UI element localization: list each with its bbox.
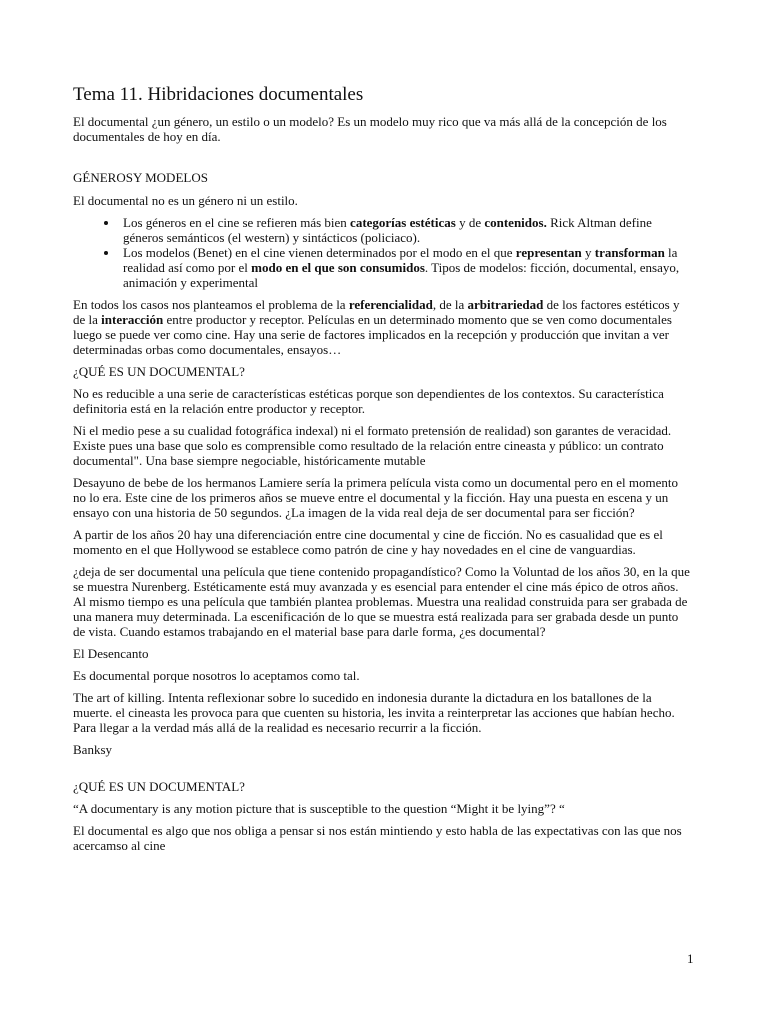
- intro-paragraph: El documental ¿un género, un estilo o un modelo? Es un modelo muy rico que va más allá de la concepción de los documentales de hoy en día.: [73, 114, 667, 144]
- paragraph-lumiere: Desayuno de bebe de los hermanos Lamiere sería la primera película vista como un documental pero en el momento no lo era. Este cine de los primeros años se mueve entre el documental y la ficción. Hay una puesta en escena y un ensayo con una historia de 50 segundos. ¿La imagen de la vida real deja de ser documental para ser ficción?: [73, 475, 679, 520]
- paragraph-quote: “A documentary is any motion picture that is susceptible to the question “Might it be lying”? “: [73, 801, 565, 816]
- bullet-list: [73, 215, 693, 290]
- paragraph-veracidad: Ni el medio pese a su cualidad fotográfica indexal) ni el formato pretensión de realidad) son garantes de veracidad. Existe pues una base que solo es comprensible como resultado de la relación entre cineasta y público: un contrato documental". Una base siempre negociable, históricamente mutable: [73, 423, 672, 468]
- document-page: [73, 84, 693, 860]
- section-heading-documental: ¿QUÉ ES UN DOCUMENTAL?: [73, 364, 245, 379]
- document-title: Tema 11. Hibridaciones documentales: [73, 84, 364, 105]
- paragraph-caracteristicas: No es reducible a una serie de características estéticas porque son dependientes de los contextos. Su característica definitoria está en la relación entre productor y receptor.: [73, 386, 664, 416]
- page-number: 1: [687, 951, 694, 966]
- paragraph-propaganda: ¿deja de ser documental una película que tiene contenido propagandístico? Como la Voluntad de los años 30, en la que se muestra Nurenberg. Estéticamente está muy avanzada y es esencial para entender el cine más épico de otros años. Al mismo tiempo es una película que también plantea problemas. Muestra una realidad construida para ser grabada de una manera muy determinada. La escenificación de lo que se muestra está realizada para ser grabada desde un punto de vista. Cuando estamos trabajando en el material base para darle forma, ¿es documental?: [73, 564, 690, 639]
- paragraph-mintiendo: El documental es algo que nos obliga a pensar si nos están mintiendo y esto habla de las expectativas con las que nos acercamso al cine: [73, 823, 682, 853]
- paragraph-banksy: Banksy: [73, 742, 112, 757]
- paragraph-anos-20: A partir de los años 20 hay una diferenciación entre cine documental y cine de ficción. No es casualidad que es el momento en el que Hollywood se establece como patrón de cine y hay novedades en el cine de vanguardias.: [73, 527, 663, 557]
- section-heading-generos: GÉNEROSY MODELOS: [73, 170, 208, 185]
- bullet-modelos: • Los modelos (Benet) en el cine vienen determinados por el modo en el que representan y transforman la realidad así como por el modo en el que son consumidos. Tipos de modelos: ficción, documental, ensayo, animación y experimental: [119, 245, 693, 290]
- paragraph-art-of-killing: The art of killing. Intenta reflexionar sobre lo sucedido en indonesia durante la dictadura en los batallones de la muerte. el cineasta les provoca para que cuenten su historia, les invita a reinterpretar las acciones que habían hecho. Para llegar a la verdad más allá de la realidad es necesario recurrir a la ficción.: [73, 690, 675, 735]
- paragraph-aceptamos: Es documental porque nosotros lo aceptamos como tal.: [73, 668, 360, 683]
- paragraph-referencialidad: En todos los casos nos planteamos el problema de la referencialidad, de la arbitrariedad de los factores estéticos y de la interacción entre productor y receptor. Películas en un determinado momento que se ven como documentales luego se puede ver como cine. Hay una serie de factores implicados en la recepción y producción que invitan a ver determinadas orbas como documentales, ensayos…: [73, 297, 680, 357]
- paragraph-desencanto: El Desencanto: [73, 646, 149, 661]
- bullet-generos: • Los géneros en el cine se refieren más bien categorías estéticas y de contenidos. Rick Altman define géneros semánticos (el western) y sintácticos (policiaco).: [119, 215, 693, 245]
- paragraph-no-genero: El documental no es un género ni un estilo.: [73, 193, 298, 208]
- section-heading-documental-2: ¿QUÉ ES UN DOCUMENTAL?: [73, 779, 245, 794]
